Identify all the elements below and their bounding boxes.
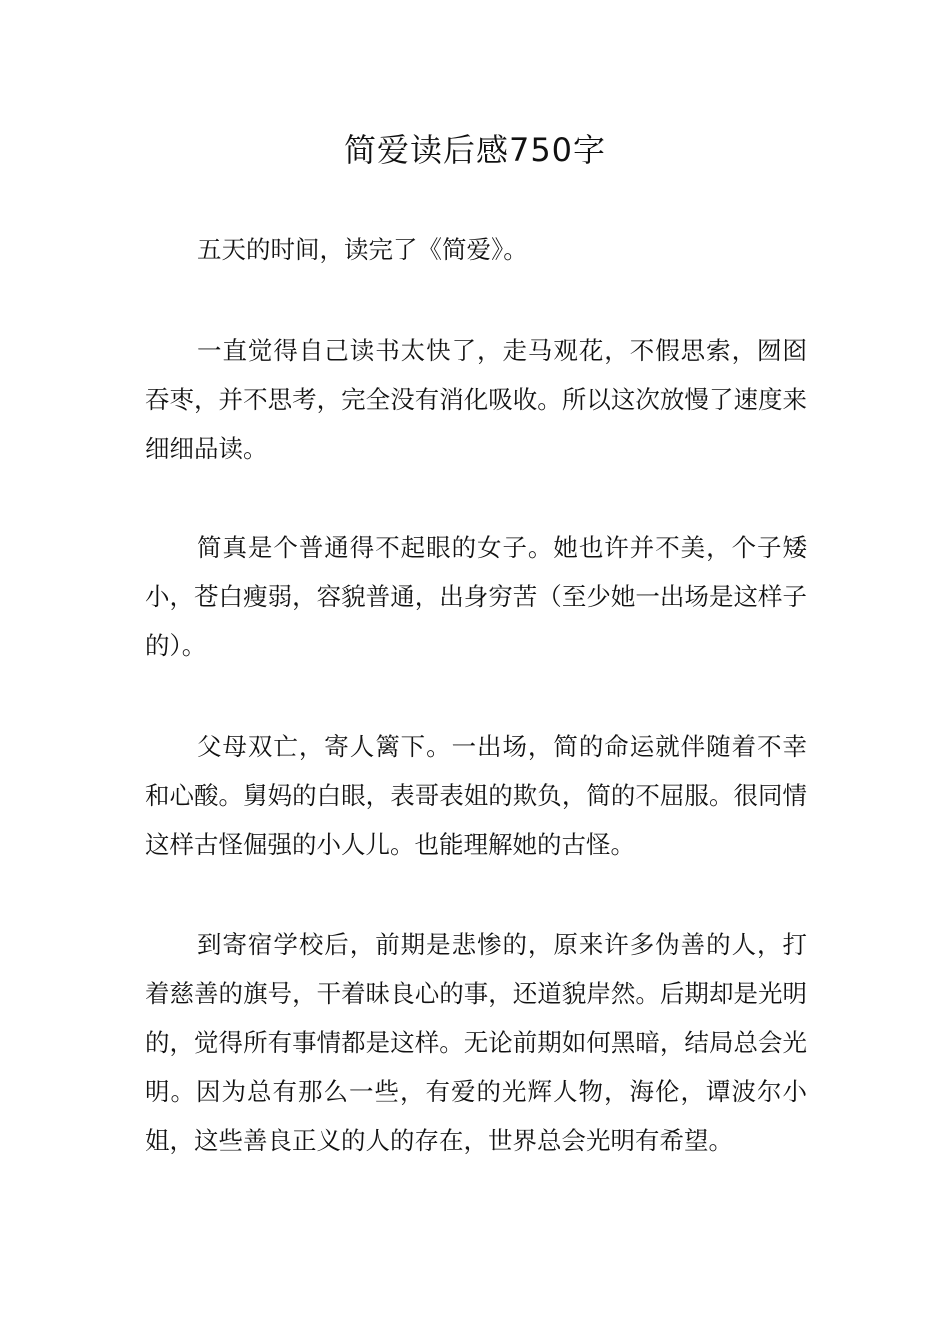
paragraph: 一直觉得自己读书太快了，走马观花，不假思索，囫囵吞枣，并不思考，完全没有消化吸收。所以这次放慢了速度来细细品读。 (145, 336, 807, 463)
paragraph: 到寄宿学校后，前期是悲惨的，原来许多伪善的人，打着慈善的旗号，干着昧良心的事，还道貌岸然。后期却是光明的，觉得所有事情都是这样。无论前期如何黑暗，结局总会光明。因为总有那么一些，有爱的光辉人物，海伦，谭波尔小姐，这些善良正义的人的存在，世界总会光明有希望。 (145, 930, 807, 1155)
paragraph: 父母双亡，寄人篱下。一出场，简的命运就伴随着不幸和心酸。舅妈的白眼，表哥表姐的欺负，简的不屈服。很同情这样古怪倔强的小人儿。也能理解她的古怪。 (145, 732, 807, 859)
document-title: 简爱读后感750字 (343, 131, 607, 169)
paragraph: 简真是个普通得不起眼的女子。她也许并不美，个子矮小，苍白瘦弱，容貌普通，出身穷苦（至少她一出场是这样子的）。 (145, 533, 807, 660)
paragraph: 五天的时间，读完了《简爱》。 (197, 235, 528, 264)
